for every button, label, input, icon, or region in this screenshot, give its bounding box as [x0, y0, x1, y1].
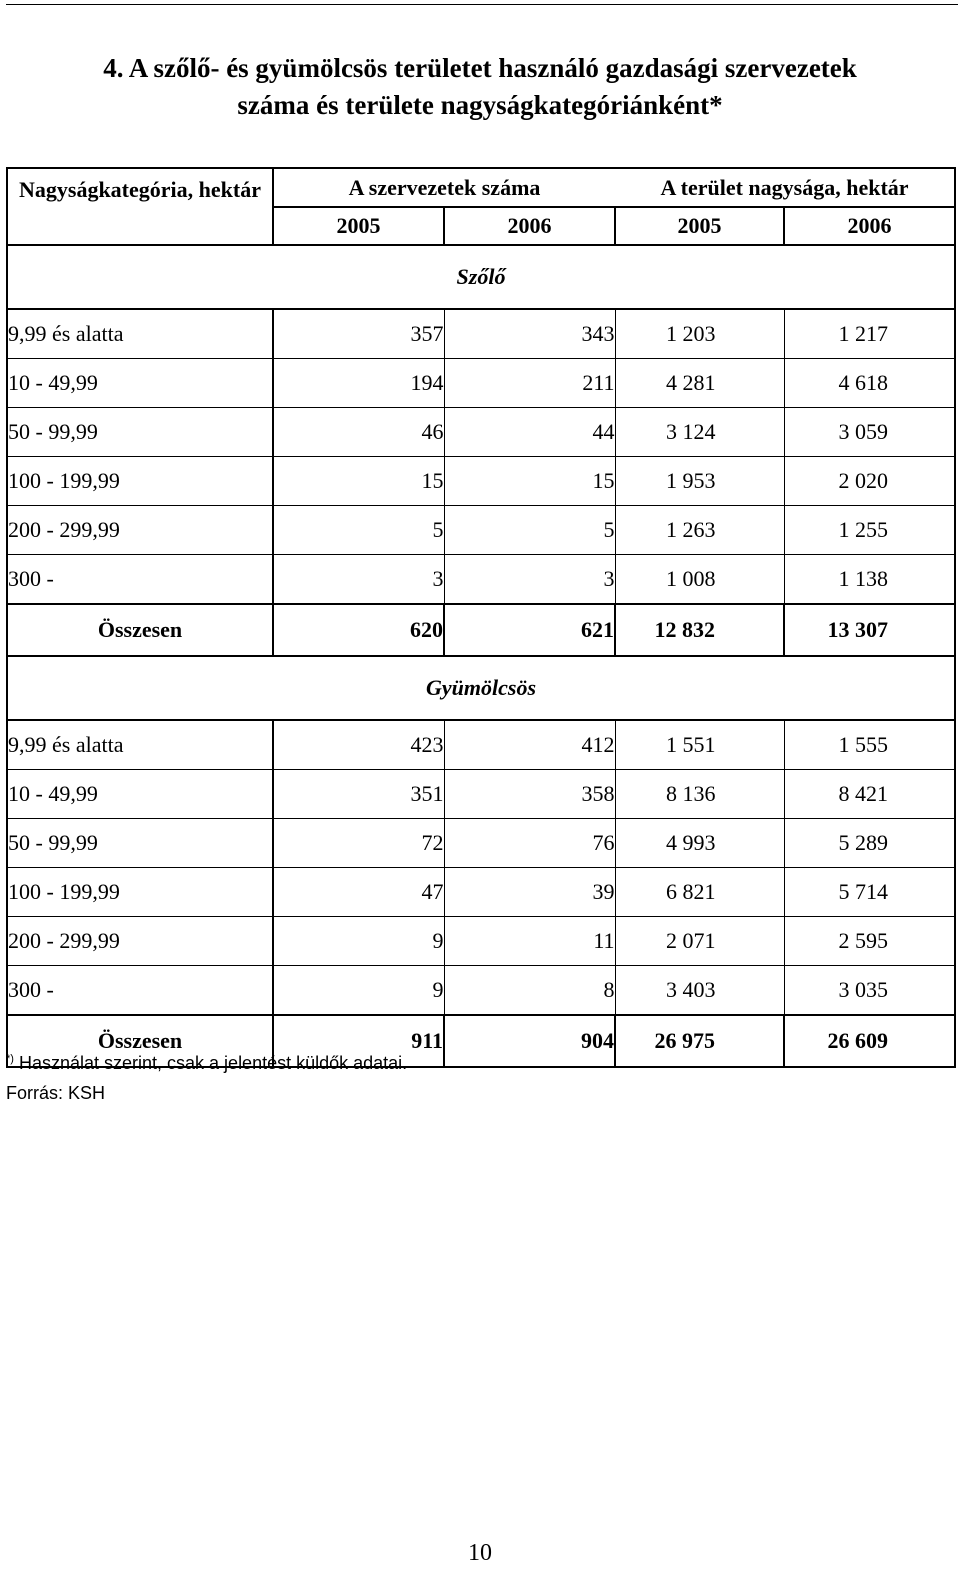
section-title: Szőlő: [456, 264, 506, 289]
table-row: [7, 868, 955, 917]
title-line-2: száma és területe nagyságkategóriánként*: [237, 90, 723, 120]
row-value: 1 953: [615, 457, 784, 506]
row-value: 357: [273, 309, 444, 359]
total-value: 621: [444, 604, 615, 656]
row-value: 412: [444, 720, 615, 770]
row-label: 300 -: [7, 555, 273, 605]
header-year: 2006: [784, 207, 955, 245]
total-value: 12 832: [615, 604, 784, 656]
footnote-text: Használat szerint, csak a jelentést küldők adatai.: [18, 1053, 408, 1073]
total-value: 620: [273, 604, 444, 656]
row-value: 9: [273, 917, 444, 966]
row-value: 423: [273, 720, 444, 770]
row-value: 47: [273, 868, 444, 917]
row-value: 1 203: [615, 309, 784, 359]
row-value: 343: [444, 309, 615, 359]
header-category: Nagyságkategória, hektár: [7, 168, 273, 245]
row-label: 100 - 199,99: [7, 868, 273, 917]
row-value: 9: [273, 966, 444, 1016]
row-value: 351: [273, 770, 444, 819]
row-value: 5 289: [784, 819, 955, 868]
header-year: 2006: [444, 207, 615, 245]
row-value: 1 263: [615, 506, 784, 555]
row-value: 46: [273, 408, 444, 457]
row-value: 2 020: [784, 457, 955, 506]
row-value: 4 993: [615, 819, 784, 868]
total-value: 904: [444, 1015, 615, 1067]
row-value: 3 403: [615, 966, 784, 1016]
row-label: 100 - 199,99: [7, 457, 273, 506]
row-value: 1 008: [615, 555, 784, 605]
table-body: [7, 168, 955, 1067]
top-rule: [6, 4, 958, 5]
row-value: 11: [444, 917, 615, 966]
table-row: [7, 408, 955, 457]
total-label: Összesen: [7, 1015, 273, 1067]
row-label: 10 - 49,99: [7, 359, 273, 408]
row-value: 15: [273, 457, 444, 506]
row-value: 6 821: [615, 868, 784, 917]
table-row: [7, 819, 955, 868]
row-value: 1 138: [784, 555, 955, 605]
section-title: Gyümölcsös: [7, 656, 955, 720]
row-value: 72: [273, 819, 444, 868]
row-label: 9,99 és alatta: [7, 720, 273, 770]
row-value: 211: [444, 359, 615, 408]
row-value: 3: [273, 555, 444, 605]
total-label: Összesen: [7, 604, 273, 656]
row-value: 4 618: [784, 359, 955, 408]
row-value: 5 714: [784, 868, 955, 917]
row-label: 50 - 99,99: [7, 819, 273, 868]
row-value: 3 124: [615, 408, 784, 457]
section-header-row: [7, 245, 955, 309]
footnote-marker: *): [6, 1053, 14, 1065]
row-value: 3 035: [784, 966, 955, 1016]
table-row: [7, 359, 955, 408]
total-row: [7, 604, 955, 656]
row-value: 44: [444, 408, 615, 457]
table-row: [7, 457, 955, 506]
title-line-1: 4. A szőlő- és gyümölcsös területet használó gazdasági szervezetek: [103, 53, 857, 83]
table-row: [7, 720, 955, 770]
row-value: 3 059: [784, 408, 955, 457]
total-value: 26 975: [615, 1015, 784, 1067]
row-label: 200 - 299,99: [7, 917, 273, 966]
row-value: 2 595: [784, 917, 955, 966]
row-value: 15: [444, 457, 615, 506]
total-value: 911: [273, 1015, 444, 1067]
table-row: [7, 966, 955, 1016]
table-row: [7, 770, 955, 819]
row-value: 1 217: [784, 309, 955, 359]
total-value: 13 307: [784, 604, 955, 656]
table-row: [7, 917, 955, 966]
page-number: 10: [468, 1540, 492, 1566]
page-title: [0, 50, 960, 124]
row-label: 50 - 99,99: [7, 408, 273, 457]
row-value: 3: [444, 555, 615, 605]
row-value: 8 136: [615, 770, 784, 819]
header-year: 2005: [615, 207, 784, 245]
row-value: 5: [444, 506, 615, 555]
source-note: Forrás: KSH: [6, 1083, 106, 1103]
statistics-table: [6, 167, 956, 1068]
table-row: [7, 309, 955, 359]
row-value: 8 421: [784, 770, 955, 819]
row-label: 200 - 299,99: [7, 506, 273, 555]
row-value: 8: [444, 966, 615, 1016]
row-value: 194: [273, 359, 444, 408]
row-value: 76: [444, 819, 615, 868]
row-value: 1 551: [615, 720, 784, 770]
total-value: 26 609: [784, 1015, 955, 1067]
row-value: 1 255: [784, 506, 955, 555]
header-year: 2005: [273, 207, 444, 245]
header-group-area: A terület nagysága, hektár: [660, 174, 909, 200]
row-value: 4 281: [615, 359, 784, 408]
row-value: 5: [273, 506, 444, 555]
row-value: 39: [444, 868, 615, 917]
row-label: 10 - 49,99: [7, 770, 273, 819]
row-value: 358: [444, 770, 615, 819]
header-group-organizations: A szervezetek száma: [348, 174, 541, 200]
section-header-row: [7, 656, 955, 720]
row-value: 2 071: [615, 917, 784, 966]
row-label: 300 -: [7, 966, 273, 1016]
table-row: [7, 555, 955, 605]
row-value: 1 555: [784, 720, 955, 770]
header-row-groups: [7, 168, 955, 207]
row-label: 9,99 és alatta: [7, 309, 273, 359]
footnote: [6, 1052, 407, 1074]
table-row: [7, 506, 955, 555]
